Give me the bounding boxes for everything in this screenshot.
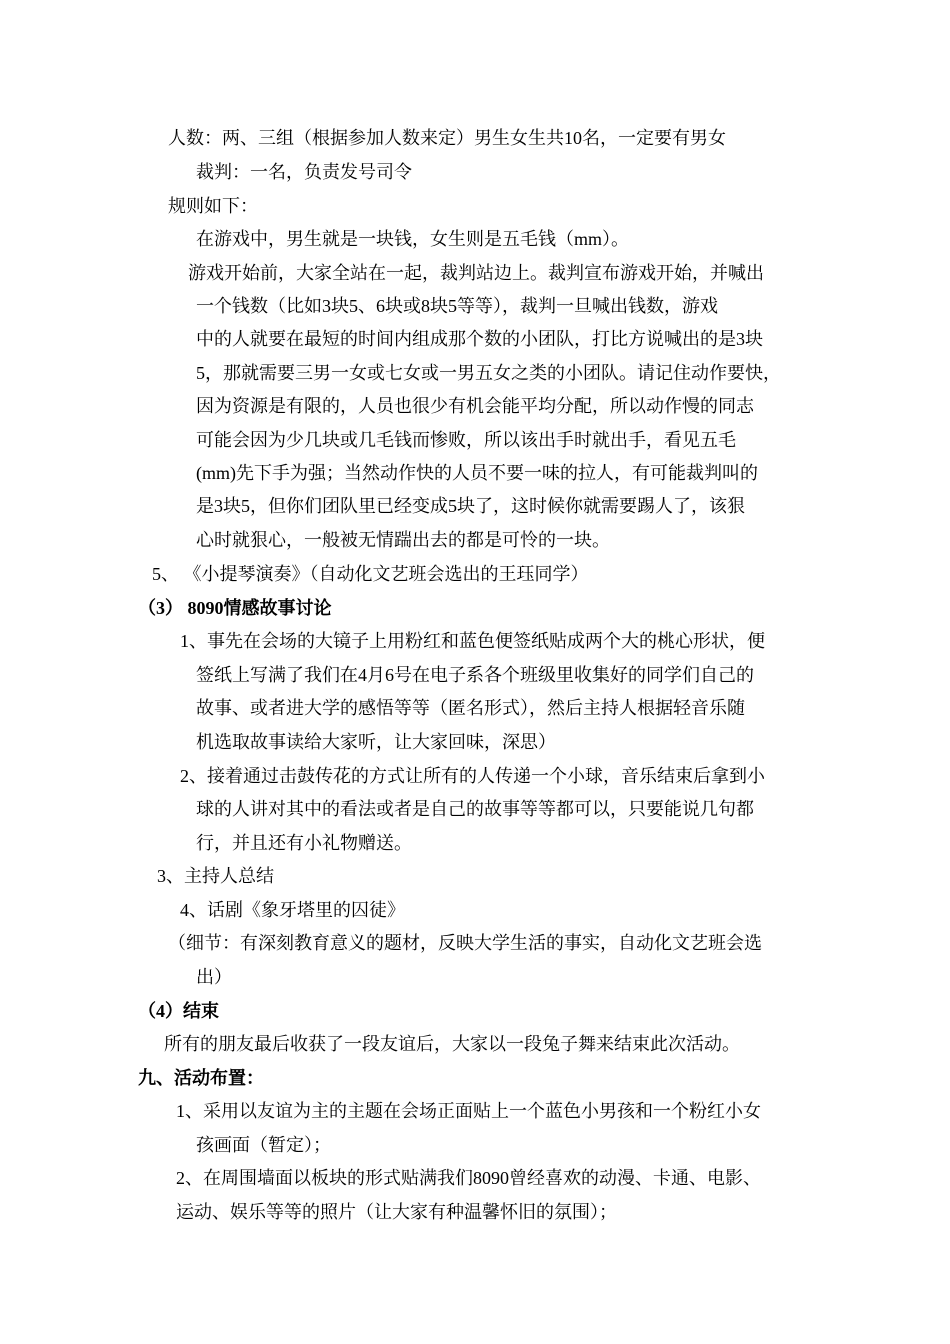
section-3-heading: （3） 8090情感故事讨论 (138, 598, 332, 618)
rules-paragraph-line: (mm)先下手为强；当然动作快的人员不要一味的拉人，有可能裁判叫的 (196, 463, 758, 483)
participants-line: 人数：两、三组（根据参加人数来定）男生女生共10名，一定要有男女 (168, 128, 726, 148)
rules-paragraph-line: 在游戏中，男生就是一块钱，女生则是五毛钱（mm）。 (196, 229, 629, 249)
rules-paragraph-line: 一个钱数（比如3块5、6块或8块5等等），裁判一旦喊出钱数，游戏 (196, 296, 718, 316)
section-9-heading: 九、活动布置： (138, 1068, 264, 1088)
rules-heading: 规则如下： (168, 196, 258, 216)
host-summary-item: 3、主持人总结 (157, 866, 274, 886)
ending-paragraph: 所有的朋友最后收获了一段友谊后，大家以一段兔子舞来结束此次活动。 (164, 1034, 740, 1054)
story-item-1-line: 1、事先在会场的大镜子上用粉红和蓝色便签纸贴成两个大的桃心形状，便 (180, 631, 765, 651)
drama-detail-line: （细节：有深刻教育意义的题材，反映大学生活的事实，自动化文艺班会选 (168, 933, 762, 953)
story-item-2-line: 2、接着通过击鼓传花的方式让所有的人传递一个小球，音乐结束后拿到小 (180, 766, 765, 786)
rules-paragraph-line: 因为资源是有限的，人员也很少有机会能平均分配，所以动作慢的同志 (196, 396, 754, 416)
story-item-1-line: 签纸上写满了我们在4月6号在电子系各个班级里收集好的同学们自己的 (196, 665, 754, 685)
story-item-2-line: 行，并且还有小礼物赠送。 (196, 833, 412, 853)
layout-item-1-line: 孩画面（暂定）； (196, 1135, 331, 1155)
layout-item-2-line: 2、在周围墙面以板块的形式贴满我们8090曾经喜欢的动漫、卡通、电影、 (176, 1168, 761, 1188)
item-violin-performance: 5、 《小提琴演奏》（自动化文艺班会选出的王珏同学） (152, 564, 589, 584)
story-item-2-line: 球的人讲对其中的看法或者是自己的故事等等都可以，只要能说几句都 (196, 799, 754, 819)
story-item-1-line: 故事、或者进大学的感悟等等（匿名形式），然后主持人根据轻音乐随 (196, 698, 745, 718)
referee-line: 裁判：一名，负责发号司令 (196, 162, 412, 182)
rules-paragraph-line: 是3块5，但你们团队里已经变成5块了，这时候你就需要踢人了，该狠 (196, 496, 745, 516)
rules-paragraph-line: 5，那就需要三男一女或七女或一男五女之类的小团队。请记住动作要快， (196, 363, 781, 383)
story-item-1-line: 机选取故事读给大家听，让大家回味，深思） (196, 732, 556, 752)
rules-paragraph-line: 心时就狠心，一般被无情踹出去的都是可怜的一块。 (196, 530, 610, 550)
rules-paragraph-line: 游戏开始前，大家全站在一起，裁判站边上。裁判宣布游戏开始，并喊出 (188, 263, 764, 283)
layout-item-1-line: 1、采用以友谊为主的主题在会场正面贴上一个蓝色小男孩和一个粉红小女 (176, 1101, 761, 1121)
drama-detail-line: 出） (196, 967, 232, 987)
drama-item: 4、话剧《象牙塔里的囚徒》 (180, 900, 405, 920)
rules-paragraph-line: 中的人就要在最短的时间内组成那个数的小团队，打比方说喊出的是3块 (196, 329, 763, 349)
rules-paragraph-line: 可能会因为少几块或几毛钱而惨败，所以该出手时就出手，看见五毛 (196, 430, 736, 450)
layout-item-2-line: 运动、娱乐等等的照片（让大家有种温馨怀旧的氛围）； (176, 1202, 617, 1222)
section-4-heading: （4）结束 (138, 1001, 219, 1021)
